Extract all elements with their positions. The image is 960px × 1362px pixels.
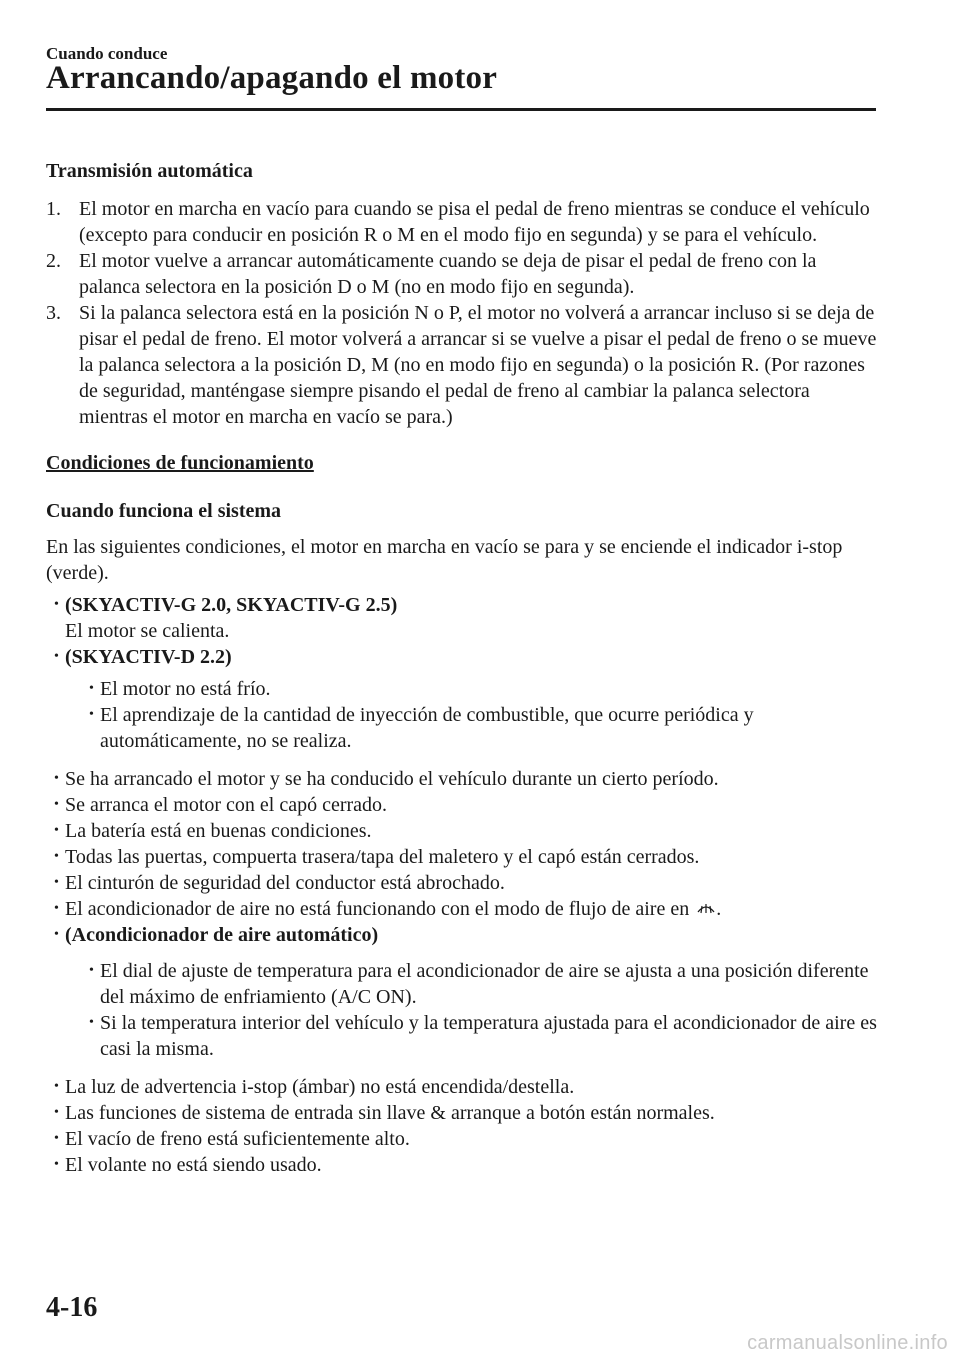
step-item [46, 300, 881, 430]
step-number: 2. [46, 250, 61, 272]
list-item: • Se arranca el motor con el capó cerrado. [46, 792, 881, 818]
transmission-heading: Transmisión automática [46, 160, 253, 182]
auto-ac-list [65, 958, 881, 1062]
skyactiv-g-text: El motor se calienta. [65, 620, 230, 642]
skyactiv-g-label: (SKYACTIV-G 2.0, SKYACTIV-G 2.5) [65, 594, 398, 616]
list-item: • El vacío de freno está suficientemente alto. [46, 1126, 881, 1152]
step-text: El motor en marcha en vacío para cuando se pisa el pedal de freno mientras se conduce el vehículo (excepto para conducir en posición R o M en el modo fijo en segunda) y se para el vehículo. [79, 198, 870, 246]
list-item: • El dial de ajuste de temperatura para el acondicionador de aire se ajusta a una posición diferente del máximo de enfriamiento (A/C ON). [81, 958, 881, 1010]
list-item: • Todas las puertas, compuerta trasera/tapa del maletero y el capó están cerrados. [46, 844, 881, 870]
list-item: • Las funciones de sistema de entrada sin llave & arranque a botón están normales. [46, 1100, 881, 1126]
list-item [46, 592, 881, 644]
airflow-text: El acondicionador de aire no está funcionando con el modo de flujo de aire en [65, 898, 690, 920]
transmission-steps [46, 196, 881, 430]
list-item [46, 644, 881, 754]
step-number: 1. [46, 198, 61, 220]
step-number: 3. [46, 302, 61, 324]
page-title: Arrancando/apagando el motor [46, 60, 498, 96]
list-item: • El aprendizaje de la cantidad de inyección de combustible, que ocurre periódica y automáticamente, no se realiza. [81, 702, 881, 754]
list-item: • Si la temperatura interior del vehículo y la temperatura ajustada para el acondicionador de aire es casi la misma. [81, 1010, 881, 1062]
final-conditions-list [46, 1074, 881, 1178]
list-item: • El motor no está frío. [81, 676, 881, 702]
list-item: • La luz de advertencia i-stop (ámbar) no está encendida/destella. [46, 1074, 881, 1100]
conditions-intro: En las siguientes condiciones, el motor en marcha en vacío se para y se enciende el indicador i-stop (verde). [46, 536, 843, 584]
step-item [46, 248, 881, 300]
list-item: • Se ha arrancado el motor y se ha conducido el vehículo durante un cierto período. [46, 766, 881, 792]
page-content [46, 158, 881, 1178]
list-item [46, 896, 881, 922]
conditions-heading: Condiciones de funcionamiento [46, 452, 314, 474]
list-item: • El cinturón de seguridad del conductor está abrochado. [46, 870, 881, 896]
skyactiv-d-label: (SKYACTIV-D 2.2) [65, 646, 232, 668]
conditions-subheading: Cuando funciona el sistema [46, 500, 282, 522]
airflow-text-end: . [716, 898, 722, 920]
list-item [46, 922, 881, 1062]
watermark: carmanualsonline.info [747, 1332, 948, 1354]
conditions-list [46, 592, 881, 754]
section-label: Cuando conduce [46, 44, 168, 63]
page-number: 4-16 [46, 1292, 98, 1323]
general-conditions-list [46, 766, 881, 1062]
step-item [46, 196, 881, 248]
list-item: • La batería está en buenas condiciones. [46, 818, 881, 844]
defroster-icon [696, 900, 716, 916]
list-item: • El volante no está siendo usado. [46, 1152, 881, 1178]
title-rule [46, 108, 876, 111]
step-text: El motor vuelve a arrancar automáticamente cuando se deja de pisar el pedal de freno con la palanca selectora en la posición D o M (no en modo fijo en segunda). [79, 250, 817, 298]
auto-ac-label: (Acondicionador de aire automático) [65, 924, 379, 946]
step-text: Si la palanca selectora está en la posición N o P, el motor no volverá a arrancar incluso si se deja de pisar el pedal de freno. El motor volverá a arrancar si se vuelve a pisar el pedal de freno o se mueve la palanca selectora a la posición D, M (no en modo fijo en segunda) o la posición R. (Por razones de seguridad, manténgase siempre pisando el pedal de freno al cambiar la palanca selectora mientras el motor en marcha en vacío se para.) [79, 302, 877, 428]
skyactiv-d-list [65, 676, 881, 754]
